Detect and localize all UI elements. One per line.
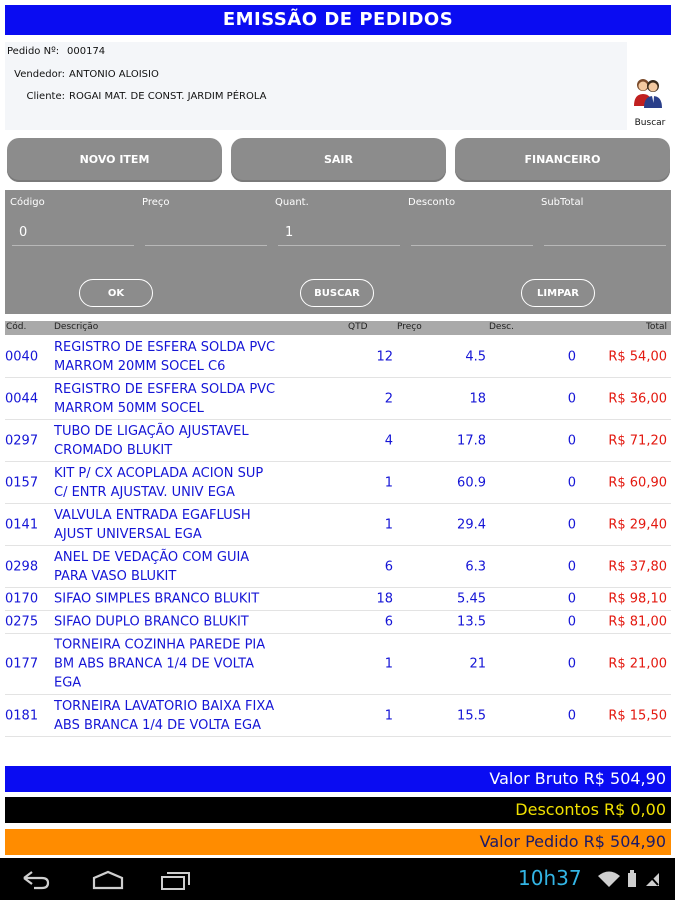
row-discount: 0: [567, 475, 576, 490]
table-row[interactable]: [5, 588, 671, 611]
quant-label: Quant.: [275, 197, 309, 208]
desconto-input[interactable]: [411, 220, 533, 246]
row-total: R$ 71,20: [608, 433, 667, 448]
page-title: EMISSÃO DE PEDIDOS: [5, 5, 671, 35]
row-total: R$ 37,80: [608, 559, 667, 574]
buscar-client-label: Buscar: [634, 118, 666, 128]
row-cod: 0157: [5, 475, 39, 490]
vendedor-value: ANTONIO ALOISIO: [69, 69, 159, 80]
row-cod: 0177: [5, 656, 39, 672]
table-row[interactable]: [5, 546, 671, 588]
sair-button[interactable]: SAIR: [231, 138, 446, 182]
codigo-input[interactable]: 0: [12, 220, 134, 246]
pedido-row: [5, 46, 305, 60]
cliente-label: Cliente:: [26, 91, 65, 102]
row-preco: 5.45: [457, 591, 486, 607]
row-preco: 4.5: [465, 349, 486, 364]
row-qtd: 6: [384, 614, 393, 630]
row-desc: REGISTRO DE ESFERA SOLDA PVC MARROM 50MM SOCEL: [54, 381, 276, 416]
row-cod: 0040: [5, 349, 39, 364]
row-discount: 0: [567, 433, 576, 448]
row-desc: VALVULA ENTRADA EGAFLUSH AJUST UNIVERSAL EGA: [54, 507, 251, 542]
row-cod: 0181: [5, 708, 39, 723]
items-table: [5, 336, 671, 737]
row-discount: 0: [567, 708, 576, 723]
pedido-label: Pedido Nº:: [7, 46, 60, 57]
row-cod: 0044: [5, 391, 39, 406]
col-cod: Cód.: [6, 322, 27, 332]
row-total: R$ 15,50: [608, 708, 667, 723]
row-total: R$ 36,00: [608, 391, 667, 406]
row-total: R$ 98,10: [608, 591, 667, 607]
row-total: R$ 29,40: [608, 517, 667, 532]
row-total: R$ 54,00: [608, 349, 667, 364]
row-preco: 21: [469, 656, 486, 672]
table-row[interactable]: [5, 504, 671, 546]
table-row[interactable]: [5, 634, 671, 695]
row-preco: 17.8: [457, 433, 486, 448]
row-desc: TORNEIRA COZINHA PAREDE PIA BM ABS BRANCA 1/4 DE VOLTA EGA: [54, 637, 266, 691]
order-header: [5, 42, 627, 130]
vendedor-row: [5, 69, 405, 83]
row-desc: ANEL DE VEDAÇÃO COM GUIA PARA VASO BLUKIT: [54, 549, 250, 584]
preco-label: Preço: [142, 197, 170, 208]
novo-item-button[interactable]: NOVO ITEM: [7, 138, 222, 182]
table-row[interactable]: [5, 695, 671, 737]
financeiro-button[interactable]: FINANCEIRO: [455, 138, 670, 182]
row-qtd: 12: [376, 349, 393, 364]
col-qtd: QTD: [348, 322, 368, 332]
table-row[interactable]: [5, 378, 671, 420]
row-desc: TUBO DE LIGAÇÃO AJUSTAVEL CROMADO BLUKIT: [54, 423, 249, 458]
row-discount: 0: [567, 391, 576, 406]
preco-input[interactable]: [145, 220, 267, 246]
table-row[interactable]: [5, 462, 671, 504]
cliente-value: ROGAI MAT. DE CONST. JARDIM PÉROLA: [69, 91, 267, 102]
row-cod: 0141: [5, 517, 39, 532]
row-qtd: 18: [376, 591, 393, 607]
row-preco: 29.4: [457, 517, 486, 532]
row-preco: 13.5: [457, 614, 486, 630]
items-table-header: [5, 321, 671, 335]
col-desc: Desc.: [489, 322, 514, 332]
recent-apps-icon[interactable]: [160, 869, 192, 891]
row-cod: 0170: [5, 591, 39, 607]
row-discount: 0: [567, 591, 576, 607]
home-icon[interactable]: [90, 870, 126, 890]
row-qtd: 2: [384, 391, 393, 406]
valor-pedido-bar: Valor Pedido R$ 504,90: [5, 829, 671, 855]
row-total: R$ 81,00: [608, 614, 667, 630]
row-qtd: 1: [384, 656, 393, 672]
clock-time: 10h37: [518, 866, 582, 890]
battery-icon: [627, 870, 637, 888]
table-row[interactable]: [5, 336, 671, 378]
col-total: Total: [645, 322, 667, 332]
quant-input[interactable]: 1: [278, 220, 400, 246]
buscar-item-button[interactable]: BUSCAR: [300, 279, 374, 307]
subtotal-label: SubTotal: [541, 197, 584, 208]
row-preco: 15.5: [457, 708, 486, 723]
row-discount: 0: [567, 517, 576, 532]
valor-bruto-bar: Valor Bruto R$ 504,90: [5, 766, 671, 792]
limpar-button[interactable]: LIMPAR: [521, 279, 595, 307]
table-row[interactable]: [5, 611, 671, 634]
pedido-value: 000174: [67, 46, 106, 57]
row-qtd: 4: [384, 433, 393, 448]
vendedor-label: Vendedor:: [14, 69, 65, 80]
row-preco: 6.3: [465, 559, 486, 574]
wifi-icon: [597, 870, 621, 888]
row-preco: 18: [469, 391, 486, 406]
row-preco: 60.9: [457, 475, 486, 490]
subtotal-input[interactable]: [544, 220, 666, 246]
col-descricao: Descrição: [54, 322, 99, 332]
row-discount: 0: [567, 614, 576, 630]
col-preco: Preço: [397, 322, 422, 332]
row-qtd: 1: [384, 475, 393, 490]
row-discount: 0: [567, 559, 576, 574]
buscar-client-button[interactable]: [628, 76, 672, 132]
codigo-label: Código: [10, 197, 45, 208]
row-cod: 0298: [5, 559, 39, 574]
row-discount: 0: [567, 656, 576, 672]
row-cod: 0297: [5, 433, 39, 448]
signal-icon: [645, 870, 661, 888]
row-total: R$ 21,00: [608, 656, 667, 672]
descontos-bar: Descontos R$ 0,00: [5, 797, 671, 823]
row-discount: 0: [567, 349, 576, 364]
row-desc: KIT P/ CX ACOPLADA ACION SUP C/ ENTR AJUSTAV. UNIV EGA: [54, 465, 264, 500]
row-total: R$ 60,90: [608, 475, 667, 490]
table-row[interactable]: [5, 420, 671, 462]
row-qtd: 1: [384, 708, 393, 723]
desconto-label: Desconto: [408, 197, 456, 208]
row-desc: SIFAO DUPLO BRANCO BLUKIT: [54, 614, 249, 630]
row-desc: TORNEIRA LAVATORIO BAIXA FIXA ABS BRANCA 1/4 DE VOLTA EGA: [54, 698, 275, 733]
row-qtd: 6: [384, 559, 393, 574]
item-entry-panel: [5, 190, 671, 314]
cliente-row: [5, 91, 505, 105]
ok-button[interactable]: OK: [79, 279, 153, 307]
row-cod: 0275: [5, 614, 39, 630]
row-qtd: 1: [384, 517, 393, 532]
users-icon: [633, 76, 663, 110]
back-icon[interactable]: [20, 870, 50, 890]
row-desc: SIFAO SIMPLES BRANCO BLUKIT: [54, 591, 260, 607]
row-desc: REGISTRO DE ESFERA SOLDA PVC MARROM 20MM SOCEL C6: [54, 339, 276, 374]
